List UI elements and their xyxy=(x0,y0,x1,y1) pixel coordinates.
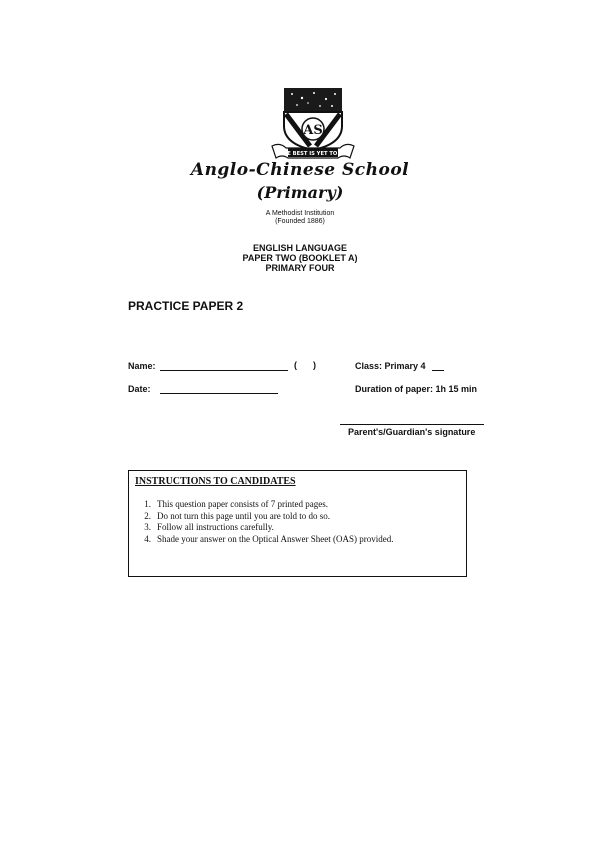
class-line[interactable] xyxy=(432,370,444,371)
instruction-text: This question paper consists of 7 printed pages. xyxy=(157,499,328,509)
school-tagline: A Methodist Institution xyxy=(265,210,335,217)
school-division: (Primary) xyxy=(256,183,344,202)
class-label: Class: Primary 4 xyxy=(355,361,426,371)
instruction-text: Follow all instructions carefully. xyxy=(157,522,274,532)
name-label: Name: xyxy=(128,361,156,371)
crest-monogram: AS xyxy=(303,123,323,138)
instruction-text: Shade your answer on the Optical Answer Sheet (OAS) provided. xyxy=(157,533,394,544)
crest-motto: THE BEST IS YET TO BE xyxy=(279,151,347,157)
class-number-open-paren: ( xyxy=(294,360,297,370)
instructions-box xyxy=(128,470,467,577)
signature-line[interactable] xyxy=(340,424,484,425)
school-founded: (Founded 1886) xyxy=(275,218,325,225)
school-crest-logo xyxy=(270,84,356,160)
practice-paper-title: PRACTICE PAPER 2 xyxy=(128,299,244,313)
class-number-close-paren: ) xyxy=(313,360,316,370)
instructions-title: INSTRUCTIONS TO CANDIDATES xyxy=(135,476,296,487)
instruction-item xyxy=(139,499,393,511)
instruction-number: 1. xyxy=(144,499,151,509)
paper-subject: ENGLISH LANGUAGE xyxy=(252,243,347,253)
paper-level: PRIMARY FOUR xyxy=(265,263,335,273)
duration-label: Duration of paper: 1h 15 min xyxy=(355,384,478,394)
instructions-list xyxy=(139,499,393,545)
instruction-item xyxy=(139,511,393,523)
instruction-item xyxy=(139,534,393,546)
signature-label: Parent's/Guardian's signature xyxy=(348,427,476,437)
instruction-number: 2. xyxy=(144,510,151,521)
instruction-text: Do not turn this page until you are told to do so. xyxy=(157,510,330,521)
date-line[interactable] xyxy=(160,393,278,394)
paper-booklet: PAPER TWO (BOOKLET A) xyxy=(242,253,358,263)
instruction-item xyxy=(139,522,393,534)
instruction-number: 4. xyxy=(144,533,151,544)
school-name: Anglo-Chinese School xyxy=(190,160,410,180)
date-label: Date: xyxy=(128,384,151,394)
name-line[interactable] xyxy=(160,370,288,371)
instruction-number: 3. xyxy=(144,522,151,532)
school-info xyxy=(0,210,600,226)
paper-heading xyxy=(0,243,600,273)
